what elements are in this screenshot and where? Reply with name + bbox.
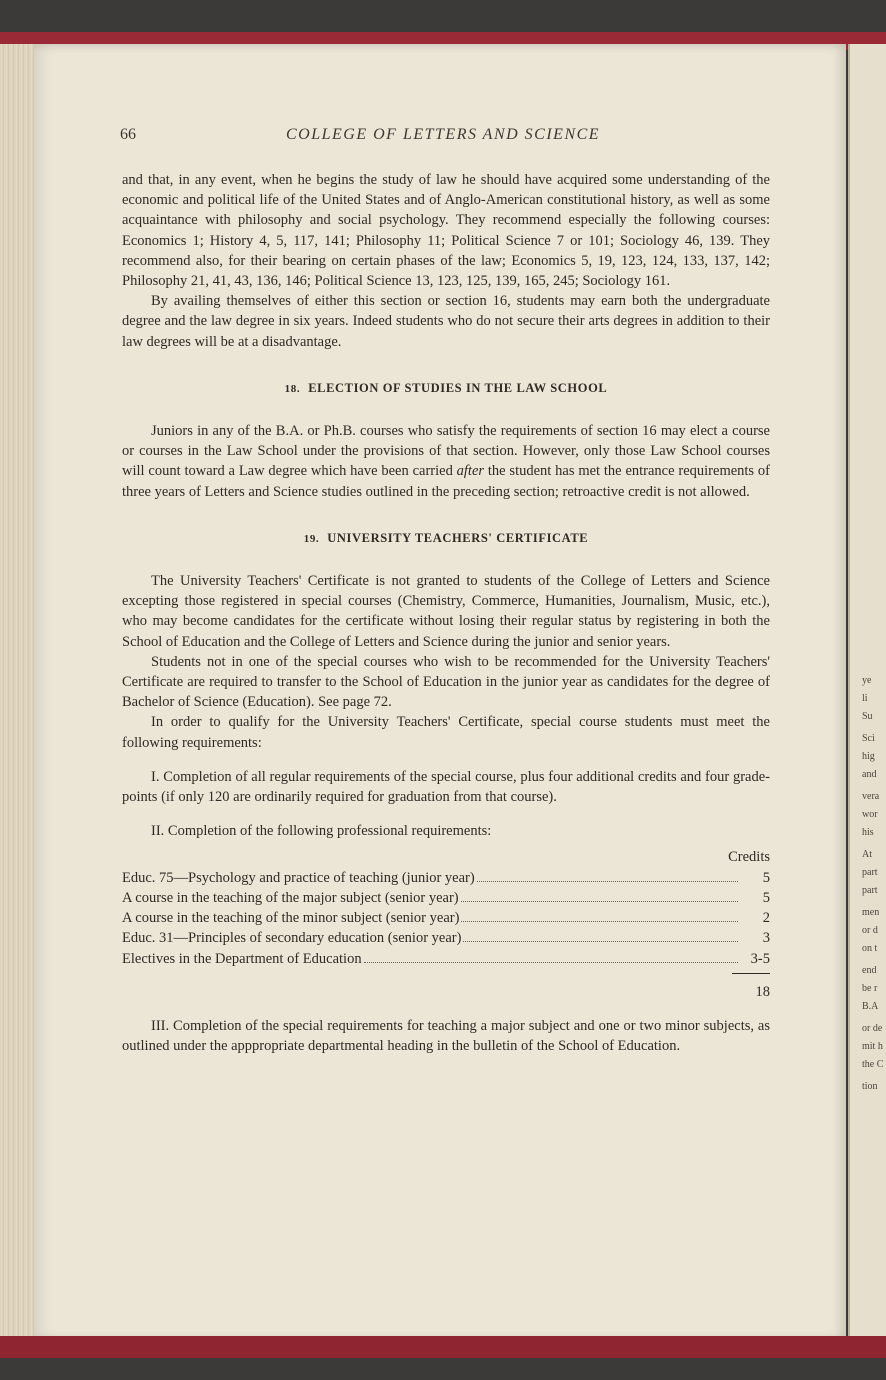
credits-total: 18 bbox=[755, 983, 770, 1000]
next-page-fragment: ye bbox=[862, 675, 872, 686]
paragraph-section-19-2: Students not in one of the special courses who wish to be recommended for the University Teachers' Certificate are required to transfer to the School of Education in the junior year as candidates for the degree of Bachelor of Science (Education). See page 72. bbox=[122, 653, 770, 711]
course-row bbox=[122, 949, 770, 969]
paragraph-section-19-3: In order to qualify for the University Teachers' Certificate, special course students must meet the following requirements: bbox=[122, 714, 770, 751]
dot-leader bbox=[461, 900, 738, 902]
course-credits: 5 bbox=[762, 889, 770, 906]
next-page-fragment: At bbox=[862, 849, 872, 860]
next-page-fragment: his bbox=[862, 827, 874, 838]
section-18-emphasis: after bbox=[456, 463, 485, 480]
next-page-fragment: men bbox=[862, 907, 880, 918]
course-row bbox=[122, 888, 770, 908]
requirement-1: I. Completion of all regular requirements of the special course, plus four additional credits and four grade-points (if only 120 are ordinarily required for graduation from that course). bbox=[122, 768, 770, 806]
section-19-heading bbox=[122, 528, 770, 549]
course-row bbox=[122, 868, 770, 888]
next-page-fragment: vera bbox=[862, 791, 880, 802]
next-page-fragment: be r bbox=[862, 983, 878, 994]
next-page-fragment: part bbox=[862, 885, 878, 896]
requirement-2: II. Completion of the following professional requirements: bbox=[151, 823, 492, 840]
paragraph-section-19-1: The University Teachers' Certificate is not granted to students of the College of Letters and Science excepting those registered in special courses (Chemistry, Commerce, Humanities, Journalism, Music, etc.), who may become candidates for the certificate without losing their regular status by registering in both the School of Education and the College of Letters and Science during the junior and senior years. bbox=[122, 573, 770, 650]
page-number: 66 bbox=[120, 126, 136, 143]
course-row bbox=[122, 908, 770, 928]
next-page-fragment: hig bbox=[862, 751, 875, 762]
paragraph-section-18 bbox=[122, 421, 770, 502]
next-page-fragment: or d bbox=[862, 925, 878, 936]
running-head bbox=[120, 126, 638, 150]
section-19-number: 19. bbox=[303, 532, 320, 545]
requirement-3: III. Completion of the special requirements for teaching a major subject and one or two minor subjects, as outlined under the apppropriate departmental heading in the bulletin of the School of Education. bbox=[122, 1017, 770, 1055]
paragraph-intro-1: and that, in any event, when he begins the study of law he should have acquired some understanding of the economic and political life of the United States and of Anglo-American constitutional history, as well as some acquaintance with philosophy and social psychology. They recommend especially the following courses: Economics 1; History 4, 5, 117, 141; Philosophy 11; Political Science 7 or 101; Sociology 46, 139. They recommend also, for their bearing on certain phases of the law; Economics 5, 19, 123, 124, 133, 137, 142; Philosophy 21, 41, 43, 136, 146; Political Science 13, 123, 125, 139, 165, 245; Sociology 161. bbox=[122, 172, 770, 290]
course-name: Educ. 31—Principles of secondary education (senior year) bbox=[122, 930, 462, 947]
next-page-fragment: and bbox=[862, 769, 877, 780]
next-page-fragment: mit h bbox=[862, 1041, 883, 1052]
section-18-heading bbox=[122, 378, 770, 399]
section-18-number: 18. bbox=[284, 382, 301, 395]
next-page-fragment: part bbox=[862, 867, 878, 878]
paragraph-intro-2: By availing themselves of either this section or section 16, students may earn both the undergraduate degree and the law degree in six years. Indeed students who do not secure their arts degrees in addition to their law degrees will be at a disadvantage. bbox=[122, 293, 770, 350]
course-credits: 5 bbox=[762, 869, 770, 886]
course-credits: 2 bbox=[762, 910, 770, 927]
course-credits: 3 bbox=[762, 930, 770, 947]
next-page-fragment: or de bbox=[862, 1023, 883, 1034]
section-19-title: UNIVERSITY TEACHERS' CERTIFICATE bbox=[327, 530, 589, 545]
course-row bbox=[122, 928, 770, 948]
dot-leader bbox=[477, 880, 738, 882]
next-page-fragment: Su bbox=[862, 711, 873, 722]
credits-table bbox=[122, 868, 770, 969]
total-rule bbox=[732, 973, 770, 974]
dot-leader bbox=[463, 940, 738, 942]
course-name: Educ. 75—Psychology and practice of teaching (junior year) bbox=[122, 869, 475, 886]
next-page-fragment: B.A bbox=[862, 1001, 879, 1012]
course-name: A course in the teaching of the major subject (senior year) bbox=[122, 889, 459, 906]
section-18-text-b: the student has met the entrance requirements of three years of Letters and Science studies outlined in the preceding section; retroactive credit is not allowed. bbox=[122, 463, 770, 500]
body-text bbox=[122, 170, 770, 1056]
dot-leader bbox=[364, 961, 738, 963]
course-name: A course in the teaching of the minor subject (senior year) bbox=[122, 910, 460, 927]
next-page-fragment: wor bbox=[862, 809, 878, 820]
next-page-fragment: the C bbox=[862, 1059, 884, 1070]
next-page-fragment: li bbox=[862, 693, 868, 704]
course-credits: 3-5 bbox=[750, 950, 770, 967]
section-18-title: ELECTION OF STUDIES IN THE LAW SCHOOL bbox=[308, 380, 608, 395]
next-page-text-fragments bbox=[850, 44, 886, 1092]
next-page-fragment: Sci bbox=[862, 733, 875, 744]
next-page-edge bbox=[848, 44, 886, 1340]
dot-leader bbox=[461, 920, 738, 922]
section-18-text-a: Juniors in any of the B.A. or Ph.B. courses who satisfy the requirements of section 16 may elect a course or courses in the Law School under the provisions of that section. However, only those Law School courses will count toward a Law degree which have been carried bbox=[122, 423, 770, 480]
running-title: COLLEGE OF LETTERS AND SCIENCE bbox=[286, 126, 601, 143]
course-name: Electives in the Department of Education bbox=[122, 950, 362, 967]
next-page-fragment: on t bbox=[862, 943, 878, 954]
book-cover-bottom-edge bbox=[0, 1336, 886, 1358]
next-page-fragment: end bbox=[862, 965, 877, 976]
credits-column-header: Credits bbox=[728, 849, 770, 866]
next-page-fragment: tion bbox=[862, 1081, 878, 1092]
